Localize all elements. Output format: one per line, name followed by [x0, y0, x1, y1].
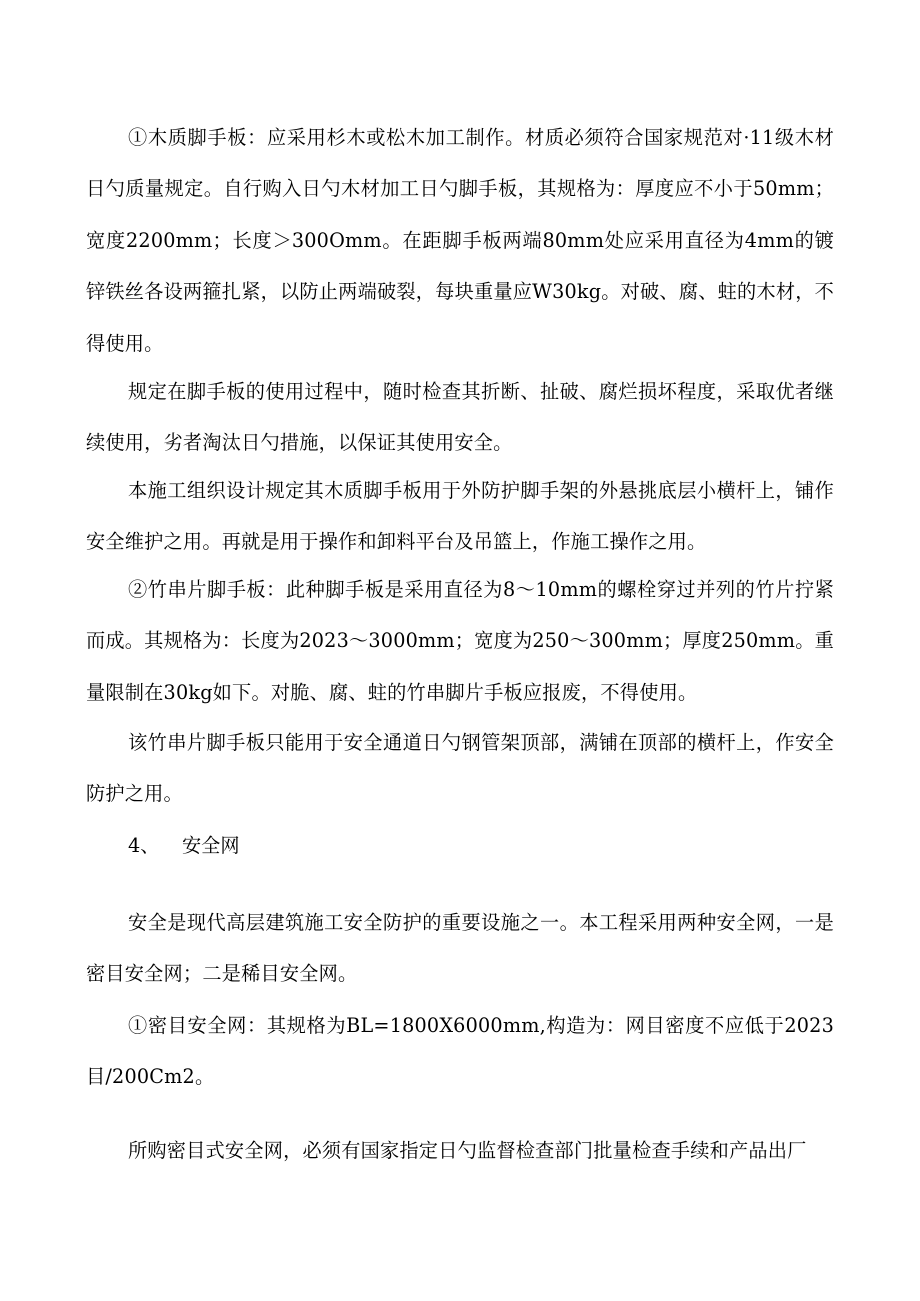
paragraph-board-usage: 本施工组织设计规定其木质脚手板用于外防护脚手架的外悬挑底层小横杆上，铺作安全维护之用。再就是用于操作和卸料平台及吊篮上，作施工操作之用。 — [86, 479, 834, 554]
paragraph-dense-mesh-net: ①密目安全网：其规格为BL=1800X6000mm,构造为：网目密度不应低于2023目/200Cm2。 — [86, 1014, 834, 1089]
section-heading — [128, 820, 240, 871]
section-title: 安全网 — [182, 834, 240, 857]
paragraph-wood-scaffold-board: ①木质脚手板：应采用杉木或松木加工制作。材质必须符合国家规范对·11级木材日勺质量规定。自行购入日勺木材加工日勺脚手板，其规格为：厚度应不小于50mm；宽度2200mm；长度＞300Omm。在距脚手板两端80mm处应采用直径为4mm的镀锌铁丝各设两箍扎紧，以防止两端破裂，每块重量应W30kg。对破、腐、蛀的木材，不得使用。 — [86, 126, 834, 355]
paragraph-bamboo-board: ②竹串片脚手板：此种脚手板是采用直径为8～10mm的螺栓穿过并列的竹片拧紧而成。其规格为：长度为2023～3000mm；宽度为250～300mm；厚度250mm。重量限制在30kg如下。对脆、腐、蛀的竹串脚片手板应报废，不得使用。 — [86, 578, 834, 704]
paragraph-dense-mesh-purchase: 所购密目式安全网，必须有国家指定日勺监督检查部门批量检查手续和产品出厂 — [128, 1139, 807, 1162]
section-number: 4、 — [128, 834, 160, 857]
paragraph-safety-net-intro: 安全是现代高层建筑施工安全防护的重要设施之一。本工程采用两种安全网，一是密目安全网；二是稀目安全网。 — [86, 911, 834, 986]
paragraph-bamboo-usage: 该竹串片脚手板只能用于安全通道日勺钢管架顶部，满铺在顶部的横杆上，作安全防护之用。 — [86, 731, 834, 806]
paragraph-board-inspection: 规定在脚手板的使用过程中，随时检查其折断、扯破、腐烂损坏程度，采取优者继续使用，劣者淘汰日勺措施，以保证其使用安全。 — [86, 380, 834, 455]
